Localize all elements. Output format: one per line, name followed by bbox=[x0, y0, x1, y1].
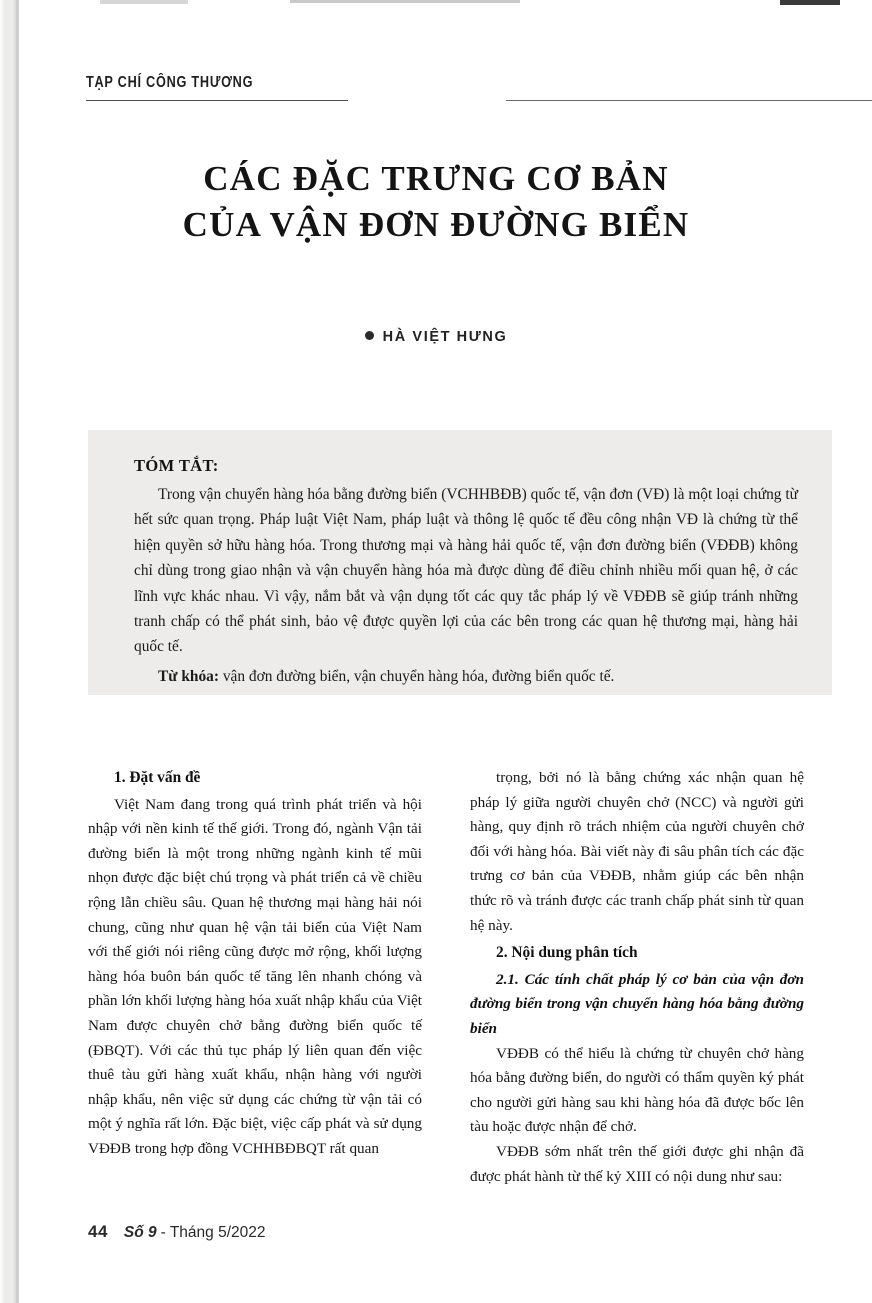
article-title-line-2: CỦA VẬN ĐƠN ĐƯỜNG BIỂN bbox=[182, 205, 690, 244]
abstract-heading: TÓM TẮT: bbox=[134, 456, 219, 475]
journal-name: TẠP CHÍ CÔNG THƯƠNG bbox=[86, 74, 254, 91]
abstract-keywords bbox=[134, 664, 798, 689]
left-column-paragraph-1: Việt Nam đang trong quá trình phát triển và hội nhập với nền kinh tế thế giới. Trong đó, ngành Vận tải đường biển là một trong những ngành kinh tế mũi nhọn được đặc biệt chú trọng và phát triển cả về chiều rộng lẫn chiều sâu. Quan hệ thương mại hàng hải nói chung, cũng như quan hệ vận tải biển của Việt Nam với thế giới nói riêng cũng được mở rộng, khối lượng hàng hóa buôn bán quốc tế tăng lên nhanh chóng và phần lớn khối lượng hàng hóa xuất nhập khẩu của Việt Nam được chuyên chở bằng đường biển quốc tế (ĐBQT). Với các thủ tục pháp lý liên quan đến việc thuê tàu gửi hàng xuất khẩu, nhận hàng với người nhập khẩu, nên việc sử dụng các chứng từ vận tải có một ý nghĩa rất lớn. Đặc biệt, việc cấp phát và sử dụng VĐĐB trong hợp đồng VCHHBĐBQT rất quan bbox=[88, 795, 422, 1157]
author-name: HÀ VIỆT HƯNG bbox=[382, 329, 508, 345]
section-heading-1: 1. Đặt vấn đề bbox=[114, 769, 201, 786]
article-title-line-1: CÁC ĐẶC TRƯNG CƠ BẢN bbox=[203, 159, 669, 198]
keywords-value: vận đơn đường biển, vận chuyển hàng hóa, đường biển quốc tế. bbox=[218, 667, 615, 685]
right-column-paragraph-3: VĐĐB sớm nhất trên thế giới được ghi nhận đã được phát hành từ thế kỷ XIII có nội dung như sau: bbox=[470, 1142, 804, 1185]
left-column bbox=[88, 766, 422, 1196]
keywords-label: Từ khóa: bbox=[158, 667, 219, 685]
subsection-heading-2-1: 2.1. Các tính chất pháp lý cơ bản của vận đơn đường biển trong vận chuyển hàng hóa bằng đường biển bbox=[470, 970, 804, 1037]
running-head-rule-left bbox=[86, 100, 348, 101]
right-column bbox=[470, 766, 804, 1196]
abstract-body: Trong vận chuyển hàng hóa bằng đường biển (VCHHBĐB) quốc tế, vận đơn (VĐ) là một loại chứng từ hết sức quan trọng. Pháp luật Việt Nam, pháp luật và thông lệ quốc tế đều công nhận VĐ là chứng từ thể hiện quyền sở hữu hàng hóa. Trong thương mại và hàng hải quốc tế, vận đơn đường biển (VĐĐB) không chỉ dùng trong giao nhận và vận chuyển hàng hóa mà được dùng để điều chỉnh nhiều mối quan hệ, ở các lĩnh vực khác nhau. Vì vậy, nắm bắt và vận dụng tốt các quy tắc pháp lý về VĐĐB sẽ giúp tránh những tranh chấp có thể phát sinh, bảo vệ được quyền lợi của các bên trong các quan hệ thương mại, hàng hải quốc tế. bbox=[134, 486, 798, 656]
running-head bbox=[86, 74, 786, 92]
footer-date: - Tháng 5/2022 bbox=[160, 1224, 266, 1241]
right-column-paragraph-2: VĐĐB có thể hiểu là chứng từ chuyên chở hàng hóa bằng đường biển, do người có thẩm quyền ký phát cho người gửi hàng sau khi hàng hóa đã được bốc lên tàu hoặc được nhận để chở. bbox=[470, 1044, 804, 1136]
footer-issue: Số 9 bbox=[123, 1224, 157, 1241]
author-byline bbox=[0, 328, 872, 346]
section-heading-2: 2. Nội dung phân tích bbox=[496, 944, 638, 962]
running-head-rule-right bbox=[506, 100, 872, 101]
article-title bbox=[0, 156, 872, 248]
right-column-paragraph-1-continued: trọng, bởi nó là bằng chứng xác nhận quan hệ pháp lý giữa người chuyên chở (NCC) và người gửi hàng, quy định rõ trách nhiệm của người chuyên chở đối với hàng hóa. Bài viết này đi sâu phân tích các đặc trưng cơ bản của VĐĐB, nhằm giúp các bên nhận thức rõ và tránh được các tranh chấp phát sinh từ quan hệ này. bbox=[470, 769, 804, 934]
page-footer bbox=[88, 1222, 588, 1242]
body-columns bbox=[88, 766, 832, 1196]
footer-page-number: 44 bbox=[88, 1222, 108, 1241]
bullet-icon bbox=[365, 331, 374, 340]
abstract-box bbox=[88, 430, 832, 695]
